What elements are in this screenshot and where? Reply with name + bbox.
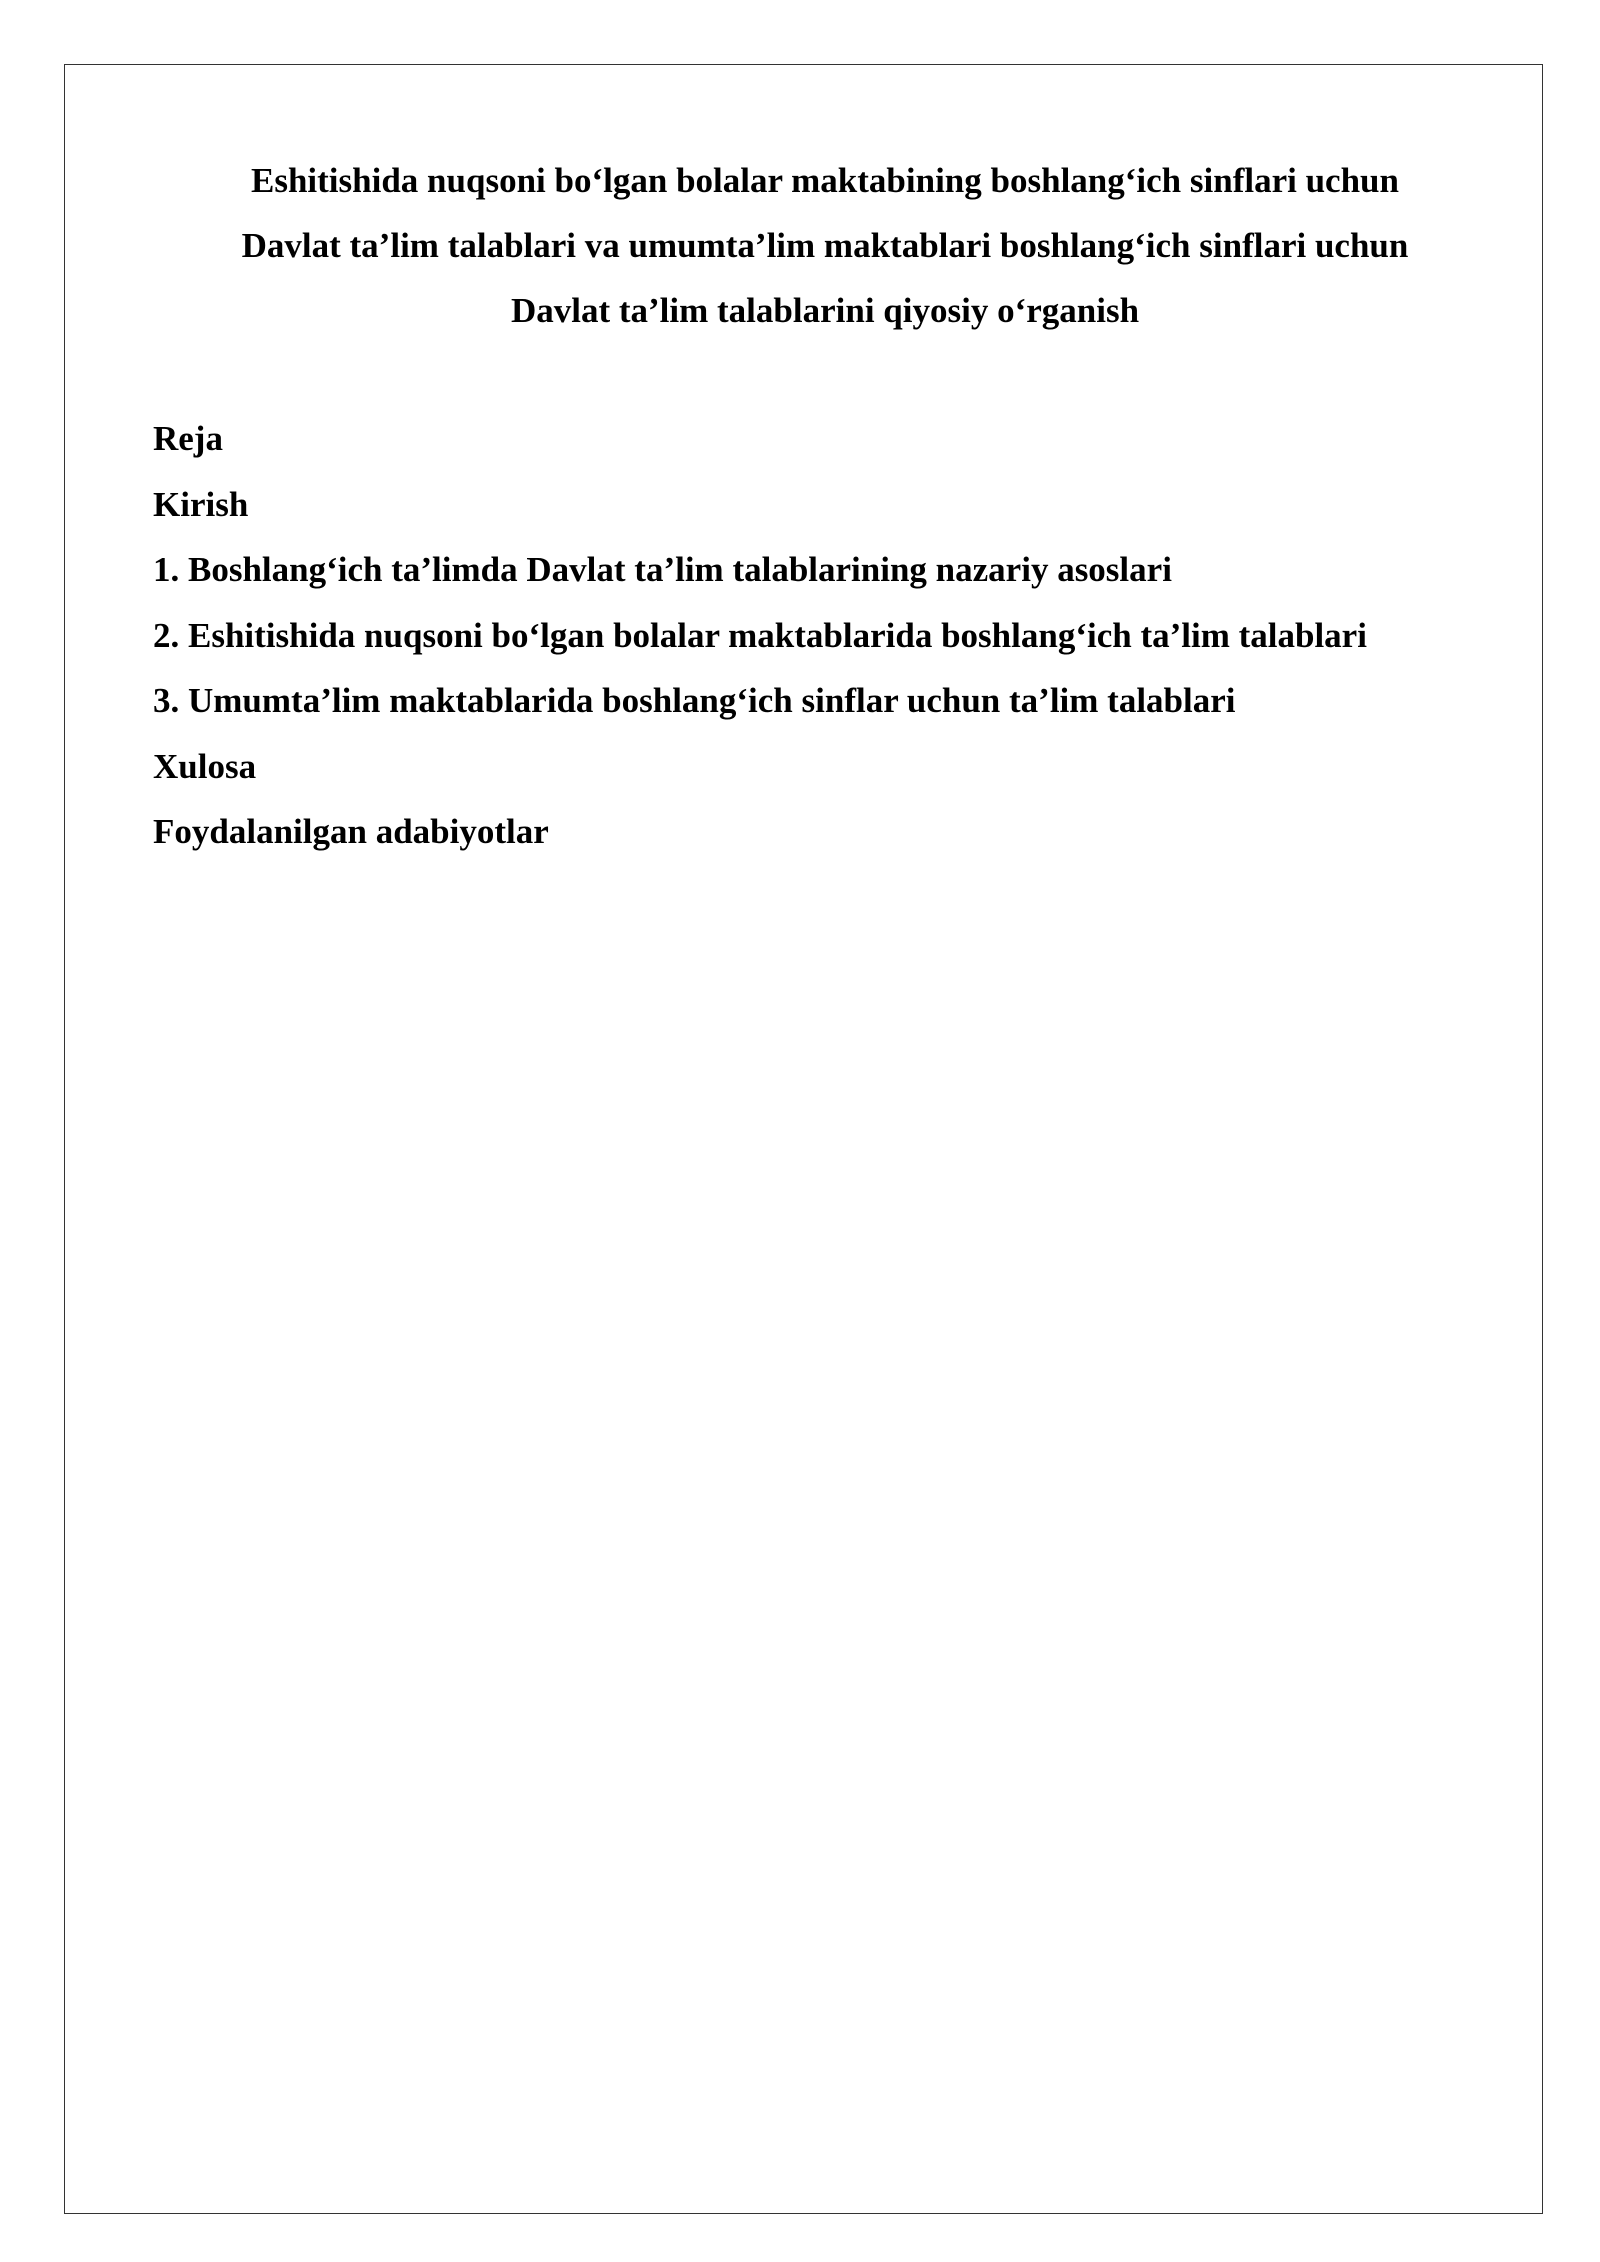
title-line-3: Davlat ta’lim talablarini qiyosiy o‘rganish: [510, 291, 1140, 330]
page-border: [64, 64, 1543, 2214]
plan-item-3: 3. Umumta’lim maktablarida boshlang‘ich sinflar uchun ta’lim talablari: [153, 681, 1236, 720]
document-title: [140, 148, 1510, 343]
title-line-2: Davlat ta’lim talablari va umumta’lim maktablari boshlang‘ich sinflari uchun: [241, 226, 1409, 265]
plan-item-1: 1. Boshlang‘ich ta’limda Davlat ta’lim talablarining nazariy asoslari: [153, 550, 1172, 589]
title-line-1: Eshitishida nuqsoni bo‘lgan bolalar maktabining boshlang‘ich sinflari uchun: [251, 161, 1399, 200]
plan-item-introduction: Kirish: [153, 484, 249, 524]
plan-item-references: Foydalanilgan adabiyotlar: [153, 812, 549, 851]
plan-item-2: 2. Eshitishida nuqsoni bo‘lgan bolalar maktablarida boshlang‘ich ta’lim talablari: [153, 615, 1367, 655]
plan-heading: Reja: [153, 419, 223, 458]
plan-section: [153, 406, 1513, 865]
plan-item-conclusion: Xulosa: [153, 746, 257, 786]
